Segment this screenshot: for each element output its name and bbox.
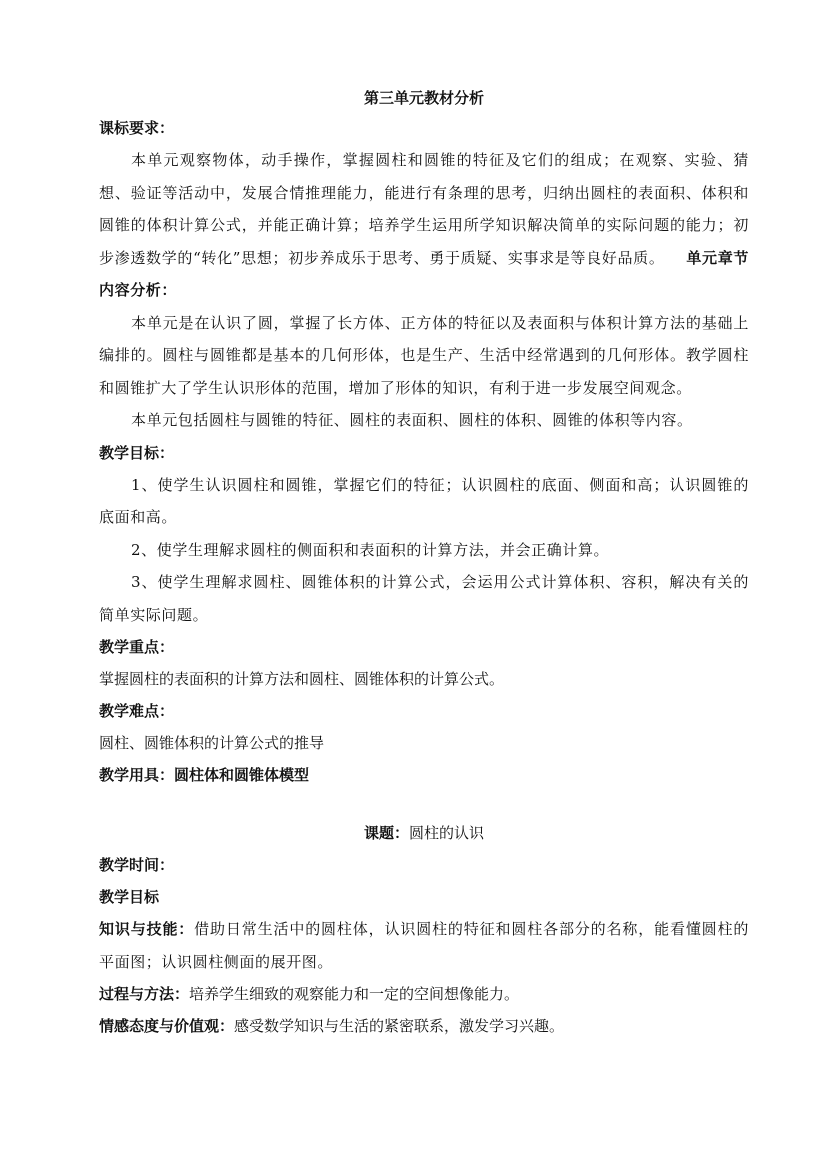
emotion-label: 情感态度与价值观： xyxy=(99,1017,235,1035)
lesson-text: 圆柱的认识 xyxy=(409,824,485,842)
heading-goals: 教学目标： xyxy=(99,443,175,462)
heading-analysis: 单元章节内容分析： xyxy=(99,248,749,299)
lesson-label: 课题： xyxy=(363,824,409,842)
skill-label: 知识与技能： xyxy=(99,920,195,938)
skill-text: 借助日常生活中的圆柱体，认识圆柱的特征和圆柱各部分的名称，能看懂圆柱的平面图；认识圆柱侧面的展开图。 xyxy=(99,920,749,971)
heading-key-points: 教学重点： xyxy=(99,638,175,656)
heading-time: 教学时间： xyxy=(99,856,175,874)
paragraph-analysis-2: 本单元包括圆柱与圆锥的特征、圆柱的表面积、圆柱的体积、圆锥的体积等内容。 xyxy=(131,411,693,429)
section-gap xyxy=(99,791,749,817)
process-line xyxy=(99,978,749,1010)
tools-line xyxy=(99,759,749,791)
standard-text: 本单元观察物体，动手操作，掌握圆柱和圆锥的特征及它们的组成；在观察、实验、猜想、验证等活动中，发展合情推理能力，能进行有条理的思考，归纳出圆柱的表面积、体积和圆锥的体积计算公式，并能正确计算；培养学生运用所学知识解决简单的实际问题的能力；初步渗透数学的“转化”思想；初步养成乐于思考、勇于质疑、实事求是等良好品质。 xyxy=(99,151,749,267)
page-title: 第三单元教材分析 xyxy=(363,89,484,107)
heading-standard: 课标要求： xyxy=(99,119,175,137)
process-text: 培养学生细致的观察能力和一定的空间想像能力。 xyxy=(189,985,520,1003)
goal-item-3: 3、使学生理解求圆柱、圆锥体积的计算公式，会运用公式计算体积、容积，解决有关的简单实际问题。 xyxy=(99,573,749,624)
emotion-line xyxy=(99,1010,749,1042)
goal-item-2: 2、使学生理解求圆柱的侧面积和表面积的计算方法，并会正确计算。 xyxy=(131,540,610,559)
difficulties-text: 圆柱、圆锥体积的计算公式的推导 xyxy=(99,734,325,752)
skill-paragraph xyxy=(99,913,749,978)
tools-label: 教学用具： xyxy=(99,766,175,784)
key-points-text: 掌握圆柱的表面积的计算方法和圆柱、圆锥体积的计算公式。 xyxy=(99,670,505,688)
tools-text: 圆柱体和圆锥体模型 xyxy=(174,766,310,784)
heading-difficulties: 教学难点： xyxy=(99,702,175,720)
heading-goal-2: 教学目标 xyxy=(99,888,160,906)
document-page xyxy=(99,84,749,1042)
process-label: 过程与方法： xyxy=(99,985,190,1003)
goal-item-1: 1、使学生认识圆柱和圆锥，掌握它们的特征；认识圆柱的底面、侧面和高；认识圆锥的底面和高。 xyxy=(99,475,749,526)
emotion-text: 感受数学知识与生活的紧密联系，激发学习兴趣。 xyxy=(234,1017,565,1035)
lesson-title xyxy=(99,817,749,849)
paragraph-analysis-1: 本单元是在认识了圆，掌握了长方体、正方体的特征以及表面积与体积计算方法的基础上编排的。圆柱与圆锥都是基本的几何形体，也是生产、生活中经常遇到的几何形体。教学圆柱和圆锥扩大了学生认识形体的范围，增加了形体的知识，有利于进一步发展空间观念。 xyxy=(99,313,749,397)
paragraph-standard xyxy=(99,144,749,307)
